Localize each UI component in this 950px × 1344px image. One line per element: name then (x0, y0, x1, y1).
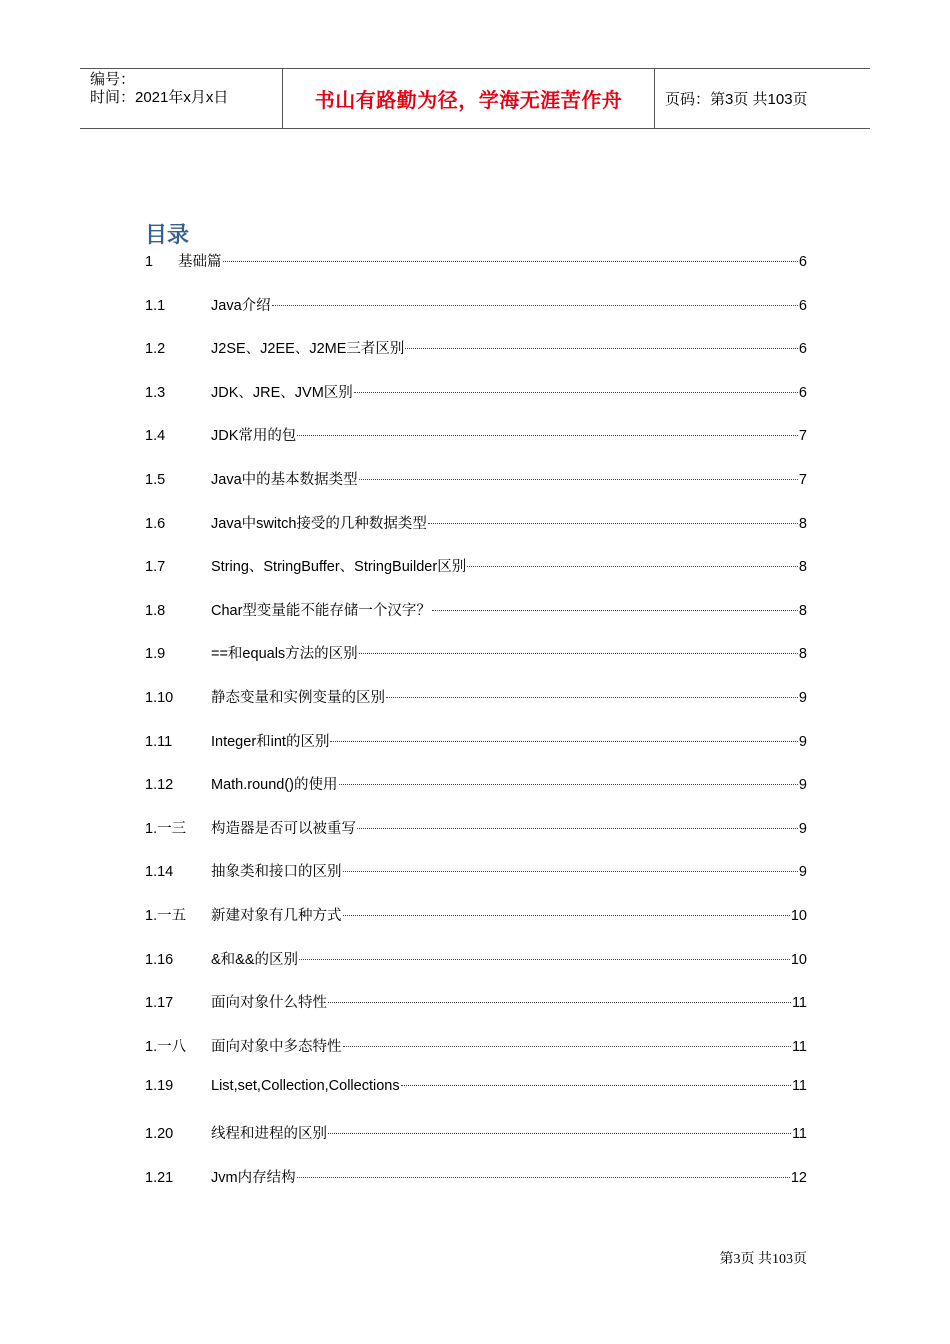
toc-entry-page: 8 (798, 515, 807, 532)
toc-dot-leader (354, 392, 798, 393)
toc-dot-leader (297, 435, 798, 436)
toc-dot-leader (328, 1002, 791, 1003)
toc-entry-page: 8 (798, 646, 807, 663)
toc-dot-leader (297, 1177, 790, 1178)
toc-entry-page: 6 (798, 297, 807, 314)
toc-entry-page: 9 (798, 690, 807, 706)
toc-entry-page: 11 (791, 1038, 807, 1055)
toc-entry-number: 1.11 (145, 733, 173, 750)
toc-entry-number: 1.一五 (145, 908, 187, 924)
toc-entry-number: 1.3 (145, 384, 166, 401)
toc-entry-page: 6 (798, 254, 807, 270)
page-header (80, 68, 870, 129)
toc-entry[interactable] (145, 512, 807, 536)
toc-title: 目录 (145, 223, 190, 248)
toc-entry-page: 11 (791, 995, 807, 1012)
toc-entry-number: 1.14 (145, 864, 174, 881)
toc-dot-leader (299, 959, 790, 960)
toc-dot-leader (343, 1046, 791, 1047)
toc-entry-number: 1.9 (145, 646, 166, 663)
toc-entry-number: 1.8 (145, 602, 166, 619)
toc-entry-page: 11 (791, 1078, 807, 1095)
toc-entry[interactable] (145, 337, 807, 361)
toc-entry-label: String、StringBuffer、StringBuilder区别 (211, 559, 467, 576)
toc-entry-page: 7 (798, 472, 807, 488)
toc-entry[interactable] (145, 1035, 807, 1059)
toc-dot-leader (359, 479, 798, 480)
toc-entry-page: 9 (798, 733, 807, 750)
toc-entry-label: Java中switch接受的几种数据类型 (211, 515, 427, 532)
toc-entry-page: 11 (791, 1126, 807, 1142)
toc-entry-number: 1.19 (145, 1078, 174, 1095)
toc-entry-page: 9 (798, 820, 807, 837)
toc-dot-leader (343, 871, 798, 872)
toc-entry-number: 1.4 (145, 428, 166, 445)
toc-entry-page: 12 (790, 1169, 807, 1186)
toc-entry-number: 1.2 (145, 341, 166, 358)
toc-dot-leader (339, 784, 798, 785)
toc-entry-number: 1.6 (145, 515, 166, 532)
toc-entry-number: 1 (145, 254, 154, 270)
toc-dot-leader (467, 566, 798, 567)
toc-entry-label: 线程和进程的区别 (211, 1126, 327, 1142)
toc-entry-label: 新建对象有几种方式 (211, 908, 342, 924)
toc-entry-page: 8 (798, 559, 807, 576)
toc-entry-page: 10 (790, 951, 807, 968)
toc-entry-label: 抽象类和接口的区别 (211, 864, 342, 881)
toc-entry[interactable] (145, 294, 807, 318)
toc-entry-number: 1.20 (145, 1126, 174, 1142)
toc-entry-label: J2SE、J2EE、J2ME三者区别 (211, 341, 405, 358)
toc-entry-label: List,set,Collection,Collections (211, 1078, 400, 1095)
header-motto: 书山有路勤为径，学海无涯苦作舟 (282, 69, 655, 128)
header-page-info: 页码：第3页 共103页 (665, 91, 808, 108)
toc-entry-label: Char型变量能不能存储一个汉字？ (211, 602, 431, 619)
toc-dot-leader (386, 697, 798, 698)
toc-dot-leader (272, 305, 798, 306)
toc-entry[interactable] (145, 1166, 807, 1190)
toc-entry-page: 10 (790, 908, 807, 924)
toc-entry[interactable] (145, 468, 807, 492)
toc-entry-number: 1.16 (145, 951, 174, 968)
toc-entry-number: 1.10 (145, 690, 174, 706)
header-meta (80, 69, 282, 128)
toc-entry-page: 6 (798, 384, 807, 401)
toc-entry[interactable] (145, 860, 807, 884)
toc-entry-label: Java中的基本数据类型 (211, 472, 358, 488)
toc-entry-number: 1.21 (145, 1169, 174, 1186)
toc-entry-number: 1.一三 (145, 820, 187, 837)
toc-entry-page: 6 (798, 341, 807, 358)
toc-entry-label: 基础篇 (178, 254, 222, 270)
toc-entry-number: 1.7 (145, 559, 166, 576)
toc-entry[interactable] (145, 991, 807, 1015)
toc-entry[interactable] (145, 817, 807, 841)
toc-entry[interactable] (145, 904, 807, 928)
toc-entry[interactable] (145, 642, 807, 666)
toc-dot-leader (330, 741, 797, 742)
toc-entry[interactable] (145, 773, 807, 797)
toc-entry-page: 9 (798, 777, 807, 794)
toc-entry-label: JDK常用的包 (211, 428, 297, 445)
toc-dot-leader (357, 828, 798, 829)
toc-dot-leader (405, 348, 798, 349)
toc-entry[interactable] (145, 1078, 807, 1102)
toc-dot-leader (359, 653, 798, 654)
toc-entry-number: 1.12 (145, 777, 174, 794)
toc-entry[interactable] (145, 599, 807, 623)
toc-entry-number: 1.一八 (145, 1038, 187, 1055)
toc-entry-label: 静态变量和实例变量的区别 (211, 690, 385, 706)
toc-entry-label: JDK、JRE、JVM区别 (211, 384, 353, 401)
toc-entry-label: 构造器是否可以被重写 (211, 820, 356, 837)
toc-entry[interactable] (145, 686, 807, 710)
toc-entry-label: Java介绍 (211, 297, 271, 314)
toc-entry[interactable] (145, 555, 807, 579)
toc-entry-label: Integer和int的区别 (211, 733, 330, 750)
toc-entry-label: &和&&的区别 (211, 951, 299, 968)
toc-entry-label: Math.round()的使用 (211, 777, 338, 794)
toc-entry-number: 1.17 (145, 995, 174, 1012)
toc-entry-number: 1.1 (145, 297, 166, 314)
toc-entry[interactable] (145, 250, 807, 274)
toc-entry-page: 8 (798, 602, 807, 619)
toc-entry[interactable] (145, 1122, 807, 1146)
toc-entry[interactable] (145, 424, 807, 448)
header-time-label: 时间：2021年x月x日 (90, 89, 229, 106)
toc-dot-leader (401, 1085, 791, 1086)
toc-entry[interactable] (145, 948, 807, 972)
toc-entry-number: 1.5 (145, 472, 166, 488)
toc-entry-label: 面向对象中多态特性 (211, 1038, 342, 1055)
toc-dot-leader (328, 1133, 791, 1134)
toc-entry[interactable] (145, 381, 807, 405)
toc-dot-leader (428, 523, 798, 524)
toc-entry[interactable] (145, 730, 807, 754)
toc-entry-label: Jvm内存结构 (211, 1169, 296, 1186)
toc-entry-page: 9 (798, 864, 807, 881)
header-number-label: 编号： (90, 71, 136, 88)
toc-entry-label: ==和equals方法的区别 (211, 646, 358, 663)
toc-dot-leader (432, 610, 798, 611)
toc-entry-page: 7 (798, 428, 807, 445)
toc-entry-label: 面向对象什么特性 (211, 995, 327, 1012)
toc-dot-leader (223, 261, 798, 262)
toc-dot-leader (343, 915, 790, 916)
page-footer: 第3页 共103页 (719, 1252, 807, 1267)
